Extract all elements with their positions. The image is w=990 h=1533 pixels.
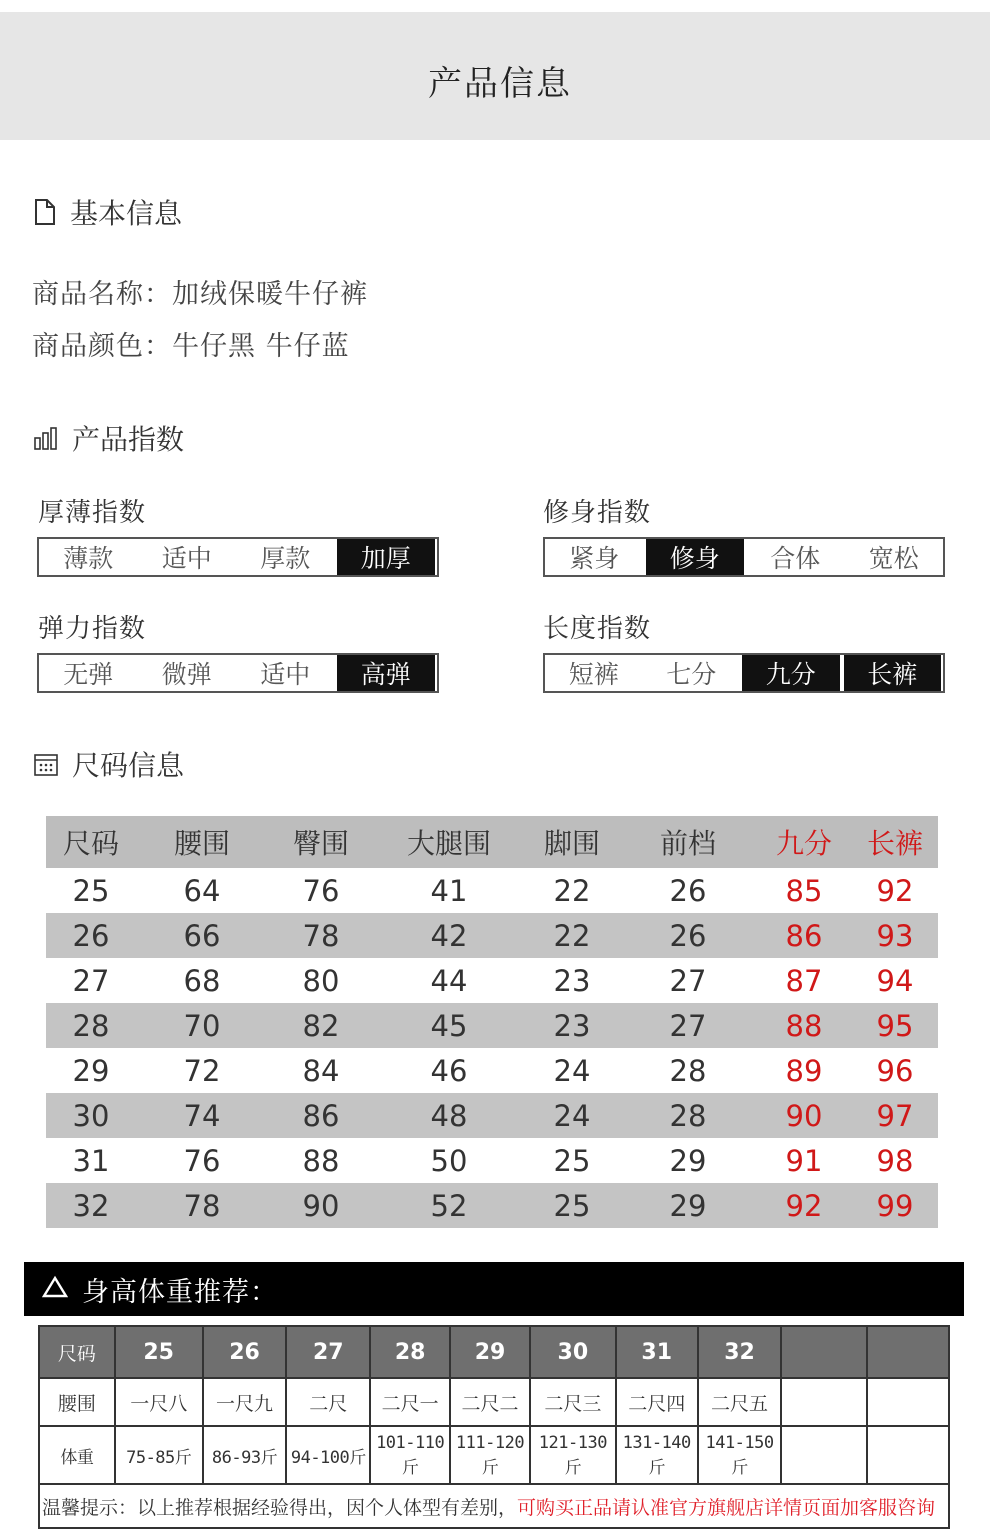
- table-cell: 30: [530, 1326, 616, 1378]
- table-cell: 二尺四: [616, 1378, 698, 1426]
- table-cell: 94: [876, 963, 914, 998]
- note-text: 温馨提示：以上推荐根据经验得出，因个人体型有差别，: [42, 1496, 518, 1519]
- table-cell: 88: [302, 1143, 340, 1178]
- table-cell: 90: [302, 1188, 340, 1223]
- length-index-scale: [543, 653, 945, 693]
- thickness-option-selected: 加厚: [337, 539, 436, 575]
- table-cell: 27: [286, 1326, 370, 1378]
- empty-cell: [867, 1326, 949, 1378]
- table-cell: 28: [669, 1053, 707, 1088]
- thickness-index-label: 厚薄指数: [38, 498, 147, 528]
- elasticity-option-selected: 高弹: [337, 655, 436, 691]
- table-cell: 121-130斤: [530, 1426, 616, 1484]
- table-cell: 27: [669, 1008, 707, 1043]
- recommend-size-row: [39, 1326, 949, 1378]
- recommend-heading-bar: [24, 1262, 964, 1316]
- table-cell: 46: [430, 1053, 468, 1088]
- table-row: [46, 958, 938, 1003]
- row-label: 尺码: [39, 1326, 115, 1378]
- size-table: [46, 816, 938, 1228]
- table-cell: 24: [553, 1098, 591, 1133]
- table-cell: 52: [430, 1188, 468, 1223]
- column-header: 腰围: [173, 827, 230, 860]
- row-label: 腰围: [39, 1378, 115, 1426]
- table-cell: 94-100斤: [286, 1426, 370, 1484]
- elasticity-index-label: 弹力指数: [38, 614, 147, 644]
- empty-cell: [781, 1378, 867, 1426]
- table-cell: 91: [785, 1143, 823, 1178]
- table-cell: 92: [876, 873, 914, 908]
- elasticity-option: 微弹: [161, 660, 212, 689]
- row-label: 体重: [39, 1426, 115, 1484]
- table-cell: 25: [72, 873, 110, 908]
- table-cell: 70: [183, 1008, 221, 1043]
- table-cell: 25: [553, 1143, 591, 1178]
- table-cell: 32: [72, 1188, 110, 1223]
- fit-index-scale: [543, 537, 945, 577]
- table-cell: 68: [183, 963, 221, 998]
- basic-info-title: 基本信息: [70, 197, 183, 230]
- table-cell: 87: [785, 963, 823, 998]
- table-cell: 86-93斤: [203, 1426, 287, 1484]
- table-cell: 一尺八: [115, 1378, 203, 1426]
- table-cell: 76: [302, 873, 340, 908]
- recommend-waist-row: [39, 1378, 949, 1426]
- product-index-heading: [34, 418, 184, 458]
- table-cell: 24: [553, 1053, 591, 1088]
- recommend-note-row: [39, 1484, 949, 1528]
- table-cell: 23: [553, 963, 591, 998]
- table-cell: 76: [183, 1143, 221, 1178]
- table-cell: 141-150斤: [698, 1426, 782, 1484]
- table-cell: 一尺九: [203, 1378, 287, 1426]
- table-cell: 二尺五: [698, 1378, 782, 1426]
- table-cell: 86: [302, 1098, 340, 1133]
- basic-info-heading: [34, 192, 182, 232]
- table-cell: 25: [115, 1326, 203, 1378]
- thickness-option: 厚款: [260, 544, 311, 573]
- table-cell: 74: [183, 1098, 221, 1133]
- table-cell: 64: [183, 873, 221, 908]
- recommend-note: [39, 1484, 949, 1528]
- table-cell: 101-110斤: [370, 1426, 450, 1484]
- empty-cell: [867, 1378, 949, 1426]
- recommend-title: 身高体重推荐：: [82, 1276, 278, 1308]
- length-index-label: 长度指数: [543, 614, 652, 644]
- table-cell: 28: [370, 1326, 450, 1378]
- table-cell: 26: [72, 918, 110, 953]
- elasticity-option: 无弹: [63, 660, 114, 689]
- table-cell: 93: [876, 918, 914, 953]
- table-cell: 72: [183, 1053, 221, 1088]
- table-cell: 31: [616, 1326, 698, 1378]
- table-row: [46, 1093, 938, 1138]
- column-header: 臀围: [292, 827, 349, 860]
- table-cell: 80: [302, 963, 340, 998]
- table-cell: 41: [430, 873, 468, 908]
- table-cell: 23: [553, 1008, 591, 1043]
- column-header: 尺码: [62, 827, 119, 860]
- table-cell: 28: [669, 1098, 707, 1133]
- column-header: 前档: [659, 827, 716, 860]
- elasticity-index-scale: [37, 653, 439, 693]
- table-cell: 22: [553, 873, 591, 908]
- table-cell: 42: [430, 918, 468, 953]
- empty-cell: [781, 1426, 867, 1484]
- size-info-heading: [34, 744, 184, 784]
- empty-cell: [781, 1326, 867, 1378]
- table-cell: 97: [876, 1098, 914, 1133]
- column-header: 脚围: [543, 827, 600, 860]
- column-header: 长裤: [866, 827, 923, 860]
- table-cell: 90: [785, 1098, 823, 1133]
- table-cell: 二尺一: [370, 1378, 450, 1426]
- product-name: 商品名称：加绒保暖牛仔裤: [32, 279, 368, 310]
- table-cell: 22: [553, 918, 591, 953]
- table-cell: 29: [450, 1326, 530, 1378]
- table-cell: 89: [785, 1053, 823, 1088]
- recommend-weight-row: [39, 1426, 949, 1484]
- table-cell: 131-140斤: [616, 1426, 698, 1484]
- table-cell: 48: [430, 1098, 468, 1133]
- table-cell: 98: [876, 1143, 914, 1178]
- table-row: [46, 1003, 938, 1048]
- table-cell: 27: [72, 963, 110, 998]
- table-cell: 82: [302, 1008, 340, 1043]
- column-header: 大腿围: [406, 827, 491, 860]
- empty-cell: [867, 1426, 949, 1484]
- table-cell: 86: [785, 918, 823, 953]
- table-cell: 25: [553, 1188, 591, 1223]
- table-cell: 32: [698, 1326, 782, 1378]
- table-row: [46, 868, 938, 913]
- table-cell: 92: [785, 1188, 823, 1223]
- product-index-title: 产品指数: [72, 423, 185, 456]
- thickness-index-scale: [37, 537, 439, 577]
- table-cell: 29: [669, 1188, 707, 1223]
- table-cell: 29: [72, 1053, 110, 1088]
- column-header: 九分: [775, 827, 832, 860]
- table-cell: 88: [785, 1008, 823, 1043]
- table-cell: 27: [669, 963, 707, 998]
- table-cell: 29: [669, 1143, 707, 1178]
- fit-option: 宽松: [868, 544, 919, 573]
- table-cell: 99: [876, 1188, 914, 1223]
- fit-option: 合体: [770, 544, 821, 573]
- table-cell: 78: [302, 918, 340, 953]
- table-row: [46, 1048, 938, 1093]
- table-cell: 84: [302, 1053, 340, 1088]
- table-cell: 二尺二: [450, 1378, 530, 1426]
- thickness-option: 适中: [161, 544, 212, 573]
- calendar-grid-icon: [34, 752, 58, 776]
- table-cell: 31: [72, 1143, 110, 1178]
- table-cell: 78: [183, 1188, 221, 1223]
- length-option-selected: 长裤: [844, 655, 942, 691]
- warning-triangle-icon: [42, 1275, 68, 1303]
- table-cell: 44: [430, 963, 468, 998]
- table-row: [46, 1183, 938, 1228]
- table-cell: 28: [72, 1008, 110, 1043]
- table-row: [46, 1138, 938, 1183]
- product-color: 商品颜色：牛仔黑 牛仔蓝: [32, 331, 350, 362]
- length-option-selected: 九分: [742, 655, 840, 691]
- table-cell: 66: [183, 918, 221, 953]
- length-option: 七分: [666, 660, 717, 689]
- length-option: 短裤: [568, 660, 619, 689]
- thickness-option: 薄款: [63, 544, 114, 573]
- table-row: [46, 913, 938, 958]
- table-cell: 75-85斤: [115, 1426, 203, 1484]
- table-cell: 50: [430, 1143, 468, 1178]
- size-info-title: 尺码信息: [72, 749, 185, 782]
- page-title: 产品信息: [428, 64, 572, 104]
- elasticity-option: 适中: [260, 660, 311, 689]
- fit-index-label: 修身指数: [543, 498, 652, 528]
- table-cell: 二尺: [286, 1378, 370, 1426]
- recommend-table: [38, 1325, 950, 1529]
- document-icon: [34, 199, 56, 225]
- table-cell: 30: [72, 1098, 110, 1133]
- table-cell: 95: [876, 1008, 914, 1043]
- table-cell: 85: [785, 873, 823, 908]
- table-cell: 二尺三: [530, 1378, 616, 1426]
- bar-chart-icon: [34, 426, 58, 450]
- table-cell: 111-120斤: [450, 1426, 530, 1484]
- table-cell: 26: [203, 1326, 287, 1378]
- table-cell: 45: [430, 1008, 468, 1043]
- note-watermark-text: 可购买正品请认准官方旗舰店详情页面加客服咨询: [517, 1496, 936, 1519]
- table-cell: 26: [669, 873, 707, 908]
- table-cell: 26: [669, 918, 707, 953]
- size-table-header: [46, 816, 938, 868]
- table-cell: 96: [876, 1053, 914, 1088]
- fit-option: 紧身: [569, 544, 620, 573]
- fit-option-selected: 修身: [646, 539, 745, 575]
